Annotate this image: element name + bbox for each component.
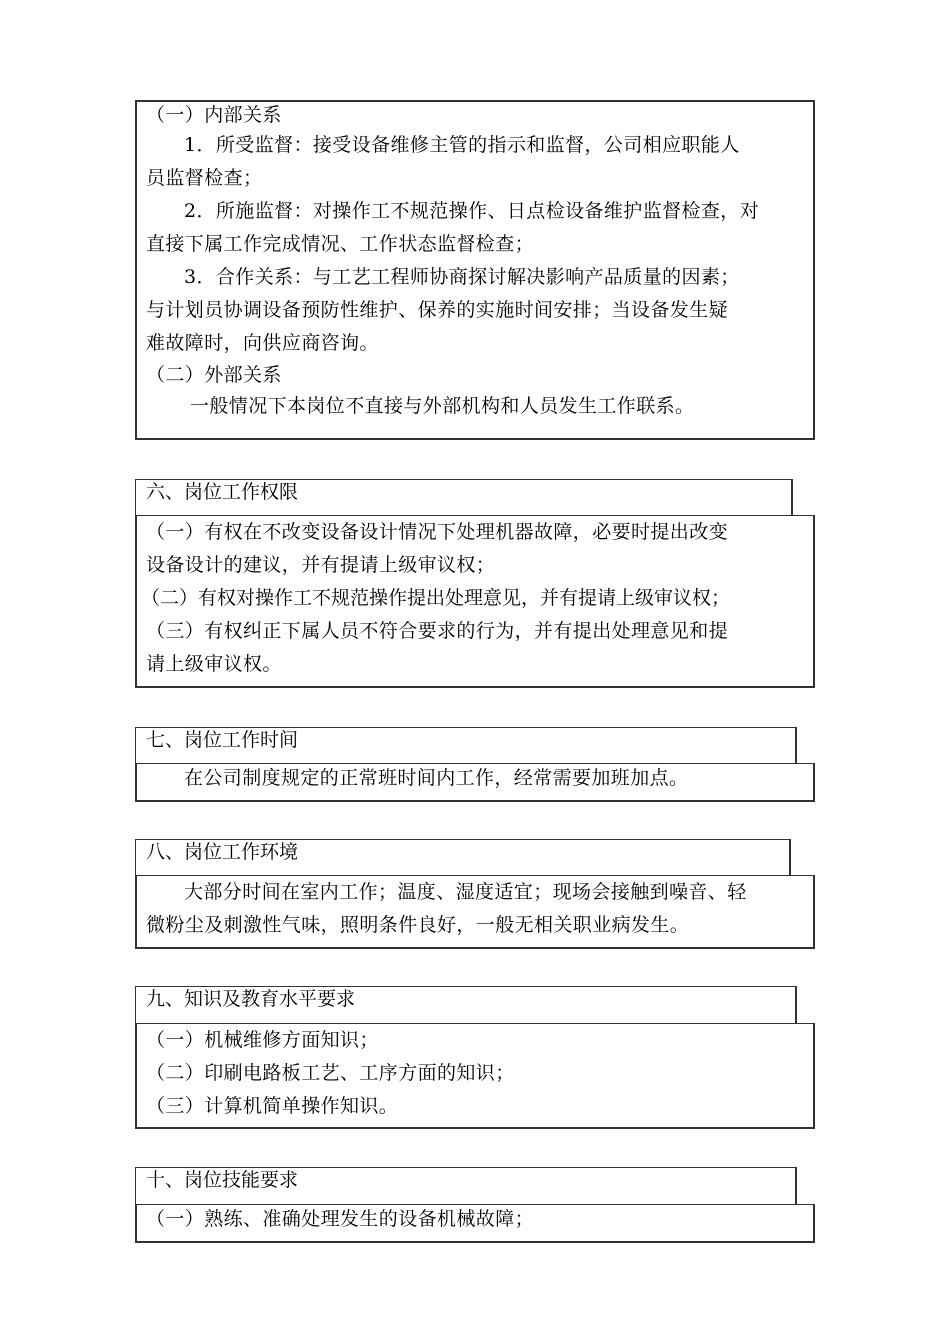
internal-relations-heading: （一）内部关系 bbox=[146, 104, 282, 126]
section6-line: 请上级审议权。 bbox=[146, 653, 282, 675]
section9-line: （一）机械维修方面知识； bbox=[146, 1029, 379, 1051]
section10-title-text: 十、岗位技能要求 bbox=[146, 1169, 299, 1191]
relations-line: 2．所施监督：对操作工不规范操作、日点检设备维护监督检查，对 bbox=[184, 200, 760, 222]
section9-line: （三）计算机简单操作知识。 bbox=[146, 1095, 399, 1117]
external-relations-heading: （二）外部关系 bbox=[146, 364, 282, 386]
external-relations-text: 一般情况下本岗位不直接与外部机构和人员发生工作联系。 bbox=[190, 395, 695, 417]
section7-box bbox=[135, 763, 815, 802]
section8-title bbox=[135, 839, 791, 875]
section10-box bbox=[135, 1204, 815, 1243]
section6-line: （三）有权纠正下属人员不符合要求的行为，并有提出处理意见和提 bbox=[146, 620, 729, 642]
relations-line: 与计划员协调设备预防性维护、保养的实施时间安排；当设备发生疑 bbox=[146, 299, 729, 321]
section7-title bbox=[135, 727, 797, 763]
section8-line: 大部分时间在室内工作；温度、湿度适宜；现场会接触到噪音、轻 bbox=[184, 881, 747, 903]
section9-line: （二）印刷电路板工艺、工序方面的知识； bbox=[146, 1062, 515, 1084]
section7-title-text: 七、岗位工作时间 bbox=[146, 729, 299, 751]
section9-box bbox=[135, 1023, 815, 1129]
section9-title bbox=[135, 986, 797, 1023]
section6-line: 设备设计的建议，并有提请上级审议权； bbox=[146, 554, 496, 576]
section6-title bbox=[135, 479, 793, 515]
relations-box bbox=[135, 100, 815, 440]
section9-title-text: 九、知识及教育水平要求 bbox=[146, 988, 356, 1010]
relations-line: 3．合作关系：与工艺工程师协商探讨解决影响产品质量的因素； bbox=[184, 266, 740, 288]
section10-title bbox=[135, 1167, 797, 1204]
relations-line: 员监督检查； bbox=[146, 167, 263, 189]
section6-line: （一）有权在不改变设备设计情况下处理机器故障，必要时提出改变 bbox=[146, 521, 729, 543]
relations-line: 难故障时，向供应商咨询。 bbox=[146, 332, 379, 354]
section6-line: （二）有权对操作工不规范操作提出处理意见，并有提请上级审议权； bbox=[141, 587, 731, 609]
section7-text: 在公司制度规定的正常班时间内工作，经常需要加班加点。 bbox=[184, 767, 689, 789]
section8-title-text: 八、岗位工作环境 bbox=[146, 841, 299, 863]
section10-line: （一）熟练、准确处理发生的设备机械故障； bbox=[146, 1208, 535, 1230]
section8-line: 微粉尘及刺激性气味，照明条件良好，一般无相关职业病发生。 bbox=[146, 914, 690, 936]
relations-line: 直接下属工作完成情况、工作状态监督检查； bbox=[146, 233, 535, 255]
section6-box bbox=[135, 515, 815, 688]
section6-title-text: 六、岗位工作权限 bbox=[146, 481, 299, 503]
relations-line: 1．所受监督：接受设备维修主管的指示和监督，公司相应职能人 bbox=[184, 134, 740, 156]
section8-box bbox=[135, 875, 815, 949]
